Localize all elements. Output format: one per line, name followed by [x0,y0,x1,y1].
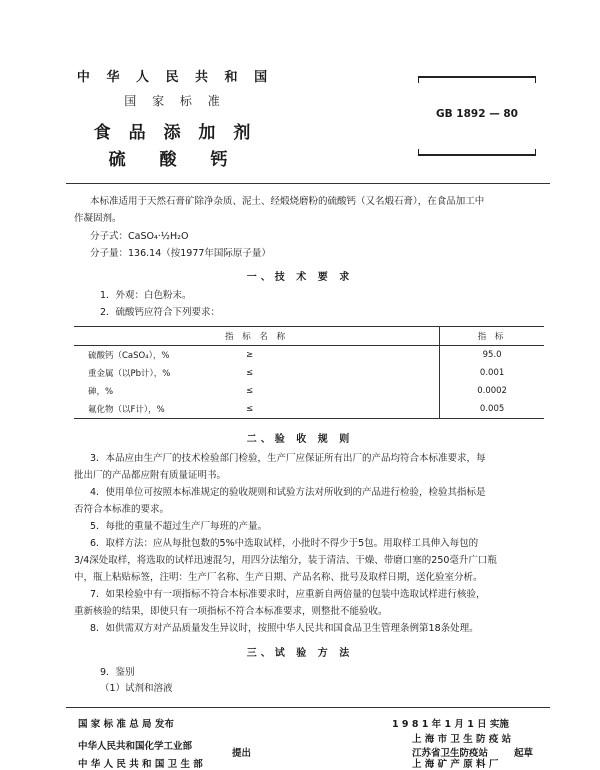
clause-4-line-1: 4．使用单位可按照本标准规定的验收规则和试验方法对所收到的产品进行检验，检验其指标是 [90,487,486,498]
clause-9-1: （1）试剂和溶液 [100,683,173,694]
item-2: 2．硫酸钙应符合下列要求： [100,307,221,318]
footer-divider [66,707,550,708]
mw-value: 136.14（按1977年国际原子量） [128,248,271,259]
document-title: 食 品 添 加 剂 [93,123,257,143]
requirements-table [74,326,544,419]
proposer-1: 中华人民共和国化学工业部 [78,741,193,752]
molecular-weight-row [90,245,271,262]
clause-8: 8．如供需双方对产品质量发生异议时，按照中华人民共和国食品卫生管理条例第18条处理。 [90,623,479,634]
proposer-2: 中 华 人 民 共 和 国 卫 生 部 [78,759,203,770]
section-2-title: 二、验 收 规 则 [246,434,354,445]
drafter-1: 上 海 市 卫 生 防 疫 站 [412,734,512,745]
section-1-title: 一、技 术 要 求 [246,272,354,283]
table-header-row [74,327,544,346]
clause-9: 9．鉴别 [100,667,135,678]
country-title: 中 华 人 民 共 和 国 [76,70,274,85]
table-row [74,400,544,419]
clause-3-line-2: 批出厂的产品都应附有质量证明书。 [74,470,227,481]
scope-line-1: 本标准适用于天然石膏矿除净杂质、泥土、经煅烧磨粉的硫酸钙（又名煅石膏），在食品加工中 [90,196,485,207]
row-name: 氟化物（以F计），% [74,400,242,419]
col-indicator-header: 指 标 名 称 [74,327,440,346]
table-row [74,382,544,400]
clause-7-line-2: 重新核验的结果，即使只有一项指标不符合本标准要求，则整批不能验收。 [74,606,388,617]
row-operator: ≤ [242,400,440,419]
clause-4-line-2: 否符合本标准的要求。 [74,504,170,515]
col-value-header: 指 标 [440,327,544,346]
implementation-date: 1 9 8 1 年 1 月 1 日 实施 [392,719,509,730]
publisher: 国 家 标 准 总 局 发布 [78,719,174,730]
section-3-title: 三、试 验 方 法 [246,648,354,659]
drafter-action: 起草 [514,748,534,759]
item-1: 1．外观：白色粉末。 [100,290,192,301]
clause-5: 5．每批的重量不超过生产厂每班的产量。 [90,521,268,532]
row-value: 0.001 [479,368,505,378]
drafter-3: 上 海 矿 产 原 料 厂 [412,759,499,770]
drafter-2: 江苏省卫生防疫站 [412,748,489,759]
formula-value: CaSO₄·½H₂O [128,231,189,242]
row-value: 0.005 [440,400,544,419]
row-operator: ≥ [242,346,440,365]
mw-label: 分子量： [90,248,129,259]
header-divider [66,183,550,184]
document-subtitle: 硫 酸 钙 [108,150,242,170]
row-name: 砷，% [88,387,114,397]
formula-label: 分子式： [90,231,129,242]
formula-row [90,228,188,245]
table-row [74,364,544,382]
scope-line-2: 作凝固剂。 [74,213,122,224]
row-name: 重金属（以Pb计），% [88,369,171,379]
row-value: 95.0 [482,350,502,360]
proposer-action: 提出 [232,748,252,759]
table-row [74,346,544,365]
row-operator: ≤ [242,364,440,382]
clause-3-line-1: 3．本品应由生产厂的技术检验部门检验，生产厂应保证所有出厂的产品均符合本标准要求，每 [90,453,486,464]
clause-7-line-1: 7．如果检验中有一项指标不符合本标准要求时，应重新自两倍量的包装中选取试样进行核验， [90,589,486,600]
clause-6-line-2: 3/4深处取样，将选取的试样迅速混匀，用四分法缩分，装于清洁、干燥、带磨口塞的250毫升广口瓶 [74,555,497,566]
row-value: 0.0002 [477,386,507,396]
standard-code: GB 1892 — 80 [436,108,518,120]
standard-type: 国 家 标 准 [124,94,226,108]
row-name: 硫酸钙（CaSO₄），% [88,351,170,361]
clause-6-line-3: 中，瓶上粘贴标签，注明：生产厂名称、生产日期、产品名称、批号及取样日期，送化验室分析。 [74,572,483,583]
clause-6-line-1: 6．取样方法：应从每批包数的5%中选取试样，小批时不得少于5包。用取样工具伸入每包的 [90,538,479,549]
row-operator: ≤ [242,382,440,400]
